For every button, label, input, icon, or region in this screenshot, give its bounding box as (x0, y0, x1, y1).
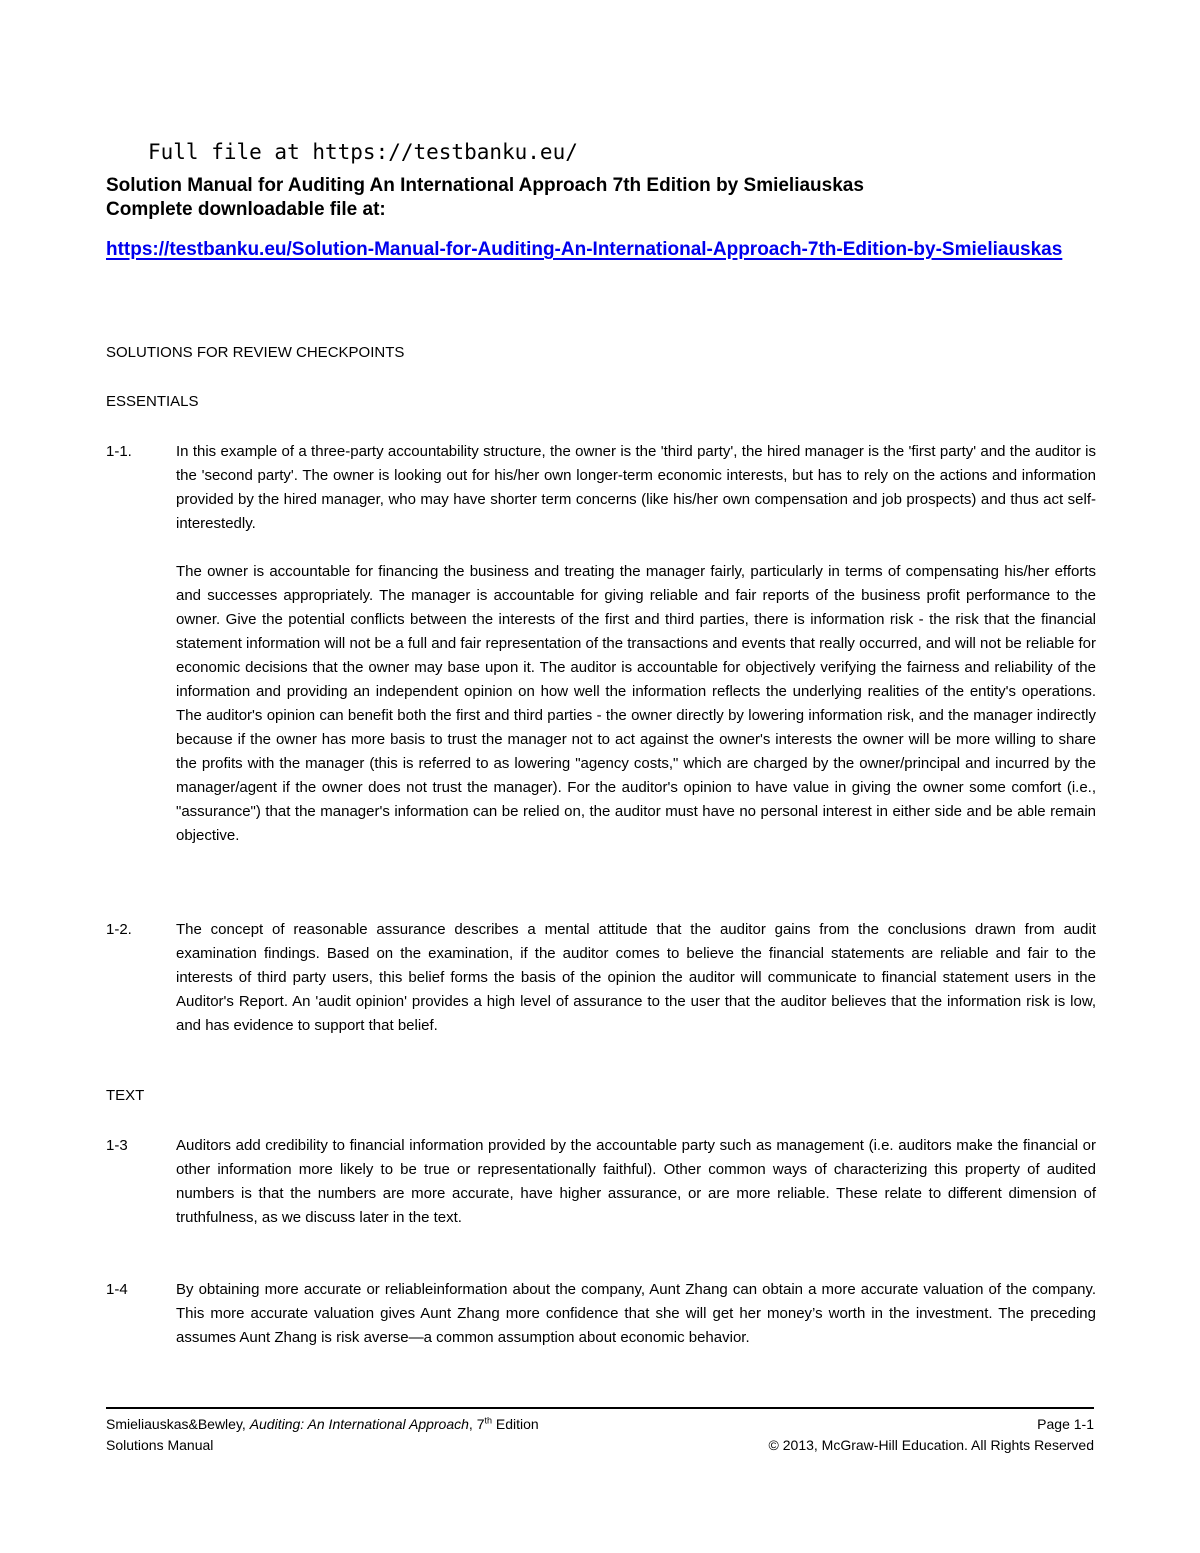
footer-edition-sep: , 7 (468, 1416, 485, 1432)
page-footer (106, 1414, 1094, 1456)
footer-divider (106, 1407, 1094, 1409)
footer-citation (106, 1414, 539, 1435)
download-label: Complete downloadable file at: (106, 199, 386, 220)
answer-paragraph: The owner is accountable for financing the business and treating the manager fairly, particularly in terms of compensating his/her efforts and successes appropriately. The manager is accountable for giving reliable and fair reports of the business profit performance to the owner. Give the potential conflicts between the interests of the first and third parties, there is information risk - the risk that the financial statement information will not be a full and fair representation of the transactions and events that really occurred, and will not be reliable for economic decisions that the owner may base upon it. The auditor is accountable for objectively verifying the fairness and reliability of the information and providing an independent opinion on how well the information reflects the underlying realities of the entity's operations. The auditor's opinion can benefit both the first and third parties - the owner directly by lowering information risk, and the manager indirectly because if the owner has more basis to trust the manager not to act against the owner's interests the owner will be more willing to share the profits with the manager (this is referred to as lowering "agency costs," which are charged by the owner/principal and incurred by the manager/agent if the owner does not trust the manager). For the auditor's opinion to have value in giving the owner some comfort (i.e., "assurance") that the manager's information can be relied on, the auditor must have no personal interest in either side and be able remain objective. (176, 563, 1096, 844)
footer-manual: Solutions Manual (106, 1437, 214, 1453)
footer-row (106, 1435, 1094, 1456)
title-line: Solution Manual for Auditing An International Approach 7th Edition by Smieliauskas (106, 175, 864, 196)
footer-page-number: Page 1-1 (1037, 1416, 1094, 1432)
download-link[interactable]: https://testbanku.eu/Solution-Manual-for-Auditing-An-International-Approach-7th-Edition-by-Smieliauskas (106, 239, 1063, 260)
answer-number: 1-3 (106, 1137, 128, 1154)
answer-paragraph: By obtaining more accurate or reliableinformation about the company, Aunt Zhang can obtain a more accurate valuation of the company. This more accurate valuation gives Aunt Zhang more confidence that she will get her money’s worth in the investment. The preceding assumes Aunt Zhang is risk averse—a common assumption about economic behavior. (176, 1281, 1096, 1346)
section-heading-essentials: ESSENTIALS (106, 393, 199, 410)
document-title (106, 174, 1106, 222)
section-heading-text: TEXT (106, 1087, 145, 1104)
answer-number: 1-2. (106, 921, 132, 938)
footer-row (106, 1414, 1094, 1435)
footer-edition-word: Edition (492, 1416, 539, 1432)
answer-number: 1-1. (106, 443, 132, 460)
footer-book-title: Auditing: An International Approach (249, 1416, 469, 1432)
full-file-line: Full file at https://testbanku.eu/ (148, 140, 578, 164)
answer-paragraph: Auditors add credibility to financial information provided by the accountable party such as management (i.e. auditors make the financial or other information more likely to be true or representationally faithful). Other common ways of characterizing this property of audited numbers is that the numbers are more accurate, have higher assurance, or are more reliable. These relate to different dimension of truthfulness, as we discuss later in the text. (176, 1137, 1096, 1226)
answer-number: 1-4 (106, 1281, 128, 1298)
footer-copyright: © 2013, McGraw-Hill Education. All Rights Reserved (768, 1437, 1094, 1453)
footer-edition-sup: th (484, 1415, 493, 1426)
answer-paragraph: In this example of a three-party accountability structure, the owner is the 'third party', the hired manager is the 'first party' and the auditor is the 'second party'. The owner is looking out for his/her own longer-term economic interests, but has to rely on the actions and information provided by the hired manager, who may have shorter term concerns (like his/her own compensation and job prospects) and thus act self-interestedly. (176, 443, 1096, 532)
footer-authors: Smieliauskas&Bewley, (106, 1416, 250, 1432)
answer-paragraph: The concept of reasonable assurance describes a mental attitude that the auditor gains from the conclusions drawn from audit examination findings. Based on the examination, if the auditor comes to believe the financial statements are reliable and fair to the interests of third party users, this belief forms the basis of the opinion the auditor will communicate to financial statement users in the Auditor's Report. An 'audit opinion' provides a high level of assurance to the user that the auditor believes that the information risk is low, and has evidence to support that belief. (176, 921, 1096, 1034)
section-heading-solutions: SOLUTIONS FOR REVIEW CHECKPOINTS (106, 344, 405, 361)
